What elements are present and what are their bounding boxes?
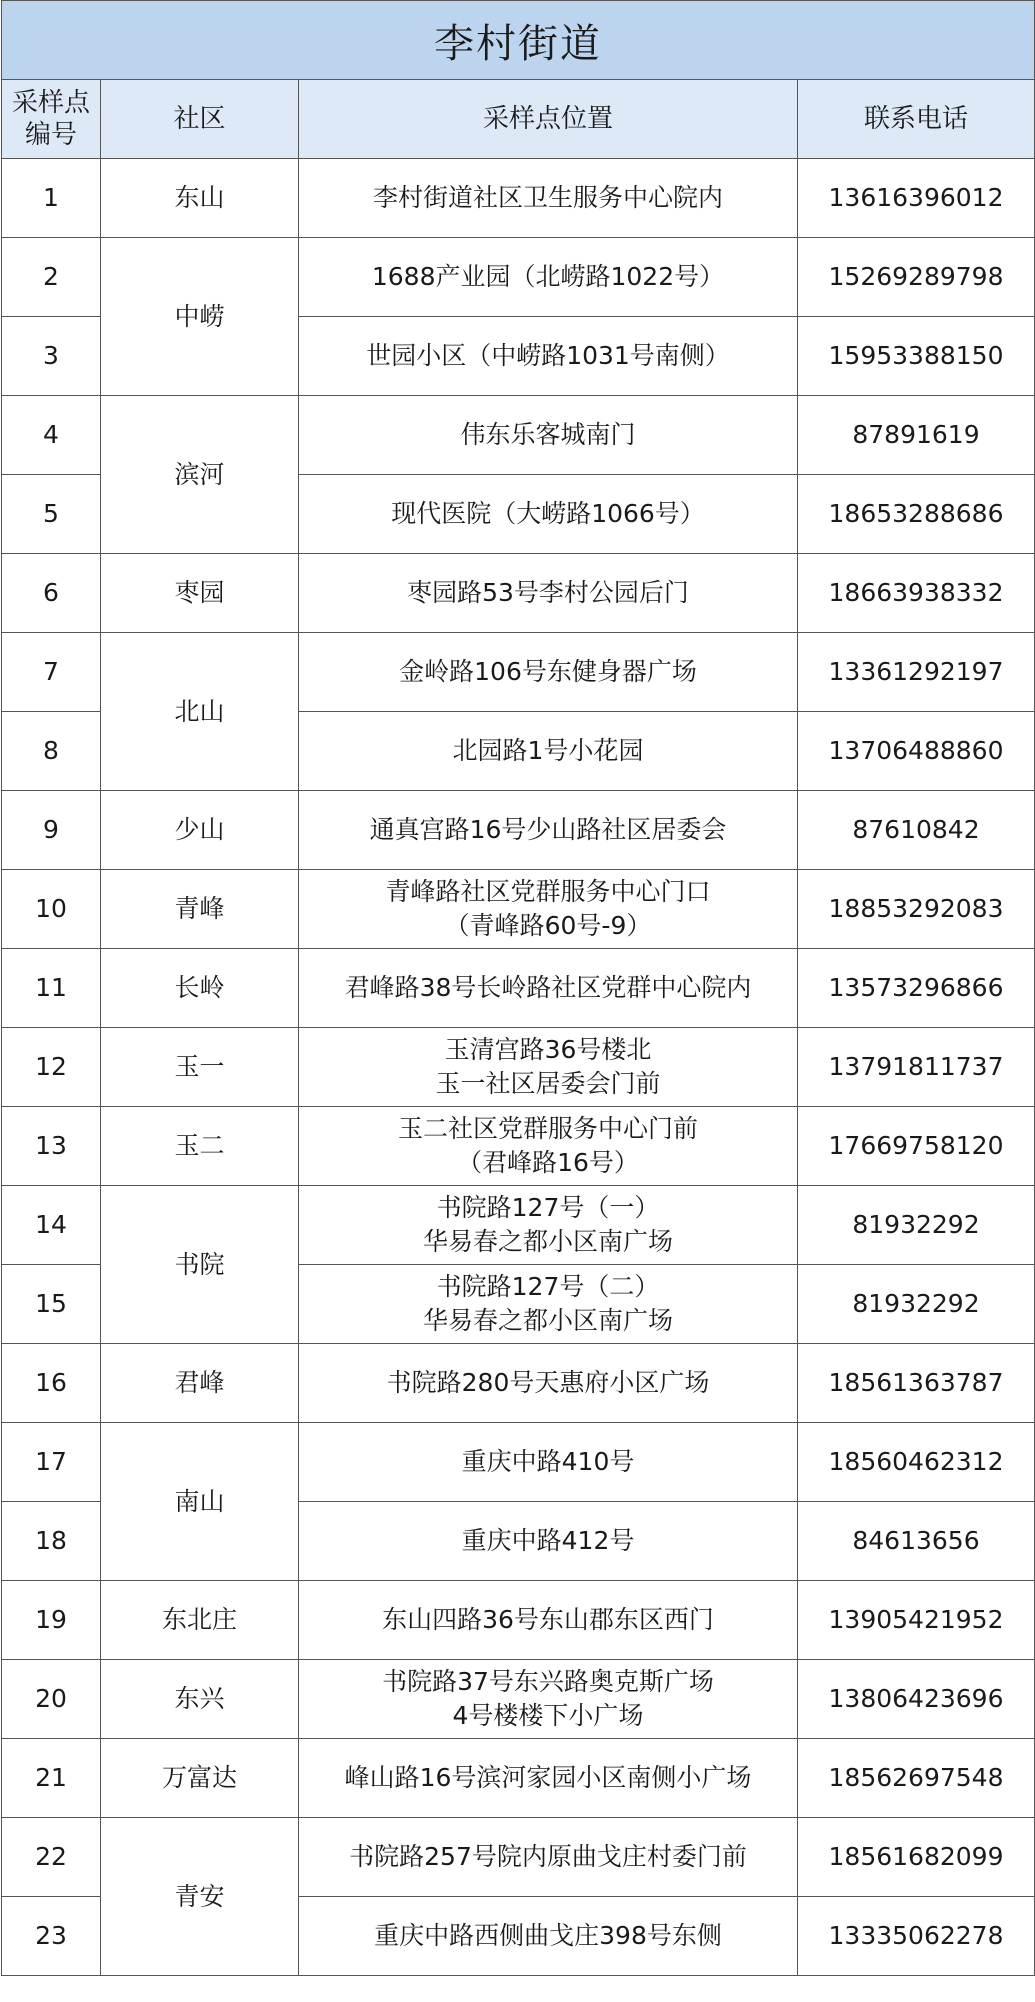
cell-location: 现代医院（大崂路1066号）: [299, 475, 798, 554]
cell-phone: 18663938332: [798, 554, 1035, 633]
cell-location: 书院路127号（一） 华易春之都小区南广场: [299, 1186, 798, 1265]
cell-phone: 15953388150: [798, 317, 1035, 396]
table-row: [2, 633, 1035, 712]
cell-community: 南山: [101, 1423, 299, 1581]
table-row: [2, 1581, 1035, 1660]
cell-number: 9: [2, 791, 101, 870]
table-row: [2, 1186, 1035, 1265]
cell-number: 2: [2, 238, 101, 317]
table-row: [2, 1818, 1035, 1897]
cell-phone: 18561682099: [798, 1818, 1035, 1897]
cell-phone: 15269289798: [798, 238, 1035, 317]
cell-community: 书院: [101, 1186, 299, 1344]
header-number: 采样点 编号: [2, 80, 101, 159]
cell-phone: 81932292: [798, 1186, 1035, 1265]
cell-location: 1688产业园（北崂路1022号）: [299, 238, 798, 317]
cell-phone: 13706488860: [798, 712, 1035, 791]
cell-location: 东山四路36号东山郡东区西门: [299, 1581, 798, 1660]
cell-number: 20: [2, 1660, 101, 1739]
table-row: [2, 949, 1035, 1028]
cell-community: 青安: [101, 1818, 299, 1976]
cell-community: 枣园: [101, 554, 299, 633]
table-row: [2, 1107, 1035, 1186]
cell-phone: 13573296866: [798, 949, 1035, 1028]
table-row: [2, 870, 1035, 949]
cell-community: 青峰: [101, 870, 299, 949]
cell-phone: 18853292083: [798, 870, 1035, 949]
cell-phone: 18561363787: [798, 1344, 1035, 1423]
cell-number: 18: [2, 1502, 101, 1581]
cell-number: 17: [2, 1423, 101, 1502]
cell-number: 15: [2, 1265, 101, 1344]
cell-location: 书院路257号院内原曲戈庄村委门前: [299, 1818, 798, 1897]
cell-location: 书院路37号东兴路奥克斯广场 4号楼楼下小广场: [299, 1660, 798, 1739]
cell-community: 东北庄: [101, 1581, 299, 1660]
cell-location: 金岭路106号东健身器广场: [299, 633, 798, 712]
cell-phone: 81932292: [798, 1265, 1035, 1344]
cell-location: 重庆中路412号: [299, 1502, 798, 1581]
header-location: 采样点位置: [299, 80, 798, 159]
cell-community: 玉二: [101, 1107, 299, 1186]
cell-community: 东山: [101, 159, 299, 238]
cell-number: 23: [2, 1897, 101, 1976]
cell-community: 君峰: [101, 1344, 299, 1423]
sampling-points-table: [1, 0, 1035, 1976]
cell-phone: 13806423696: [798, 1660, 1035, 1739]
cell-number: 4: [2, 396, 101, 475]
cell-community: 中崂: [101, 238, 299, 396]
cell-location: 枣园路53号李村公园后门: [299, 554, 798, 633]
table-row: [2, 159, 1035, 238]
cell-community: 玉一: [101, 1028, 299, 1107]
cell-phone: 13791811737: [798, 1028, 1035, 1107]
cell-phone: 13616396012: [798, 159, 1035, 238]
cell-phone: 87891619: [798, 396, 1035, 475]
cell-phone: 18653288686: [798, 475, 1035, 554]
cell-number: 10: [2, 870, 101, 949]
header-row: [2, 80, 1035, 159]
cell-community: 万富达: [101, 1739, 299, 1818]
cell-community: 少山: [101, 791, 299, 870]
cell-number: 8: [2, 712, 101, 791]
cell-location: 北园路1号小花园: [299, 712, 798, 791]
cell-number: 6: [2, 554, 101, 633]
cell-phone: 13905421952: [798, 1581, 1035, 1660]
cell-number: 11: [2, 949, 101, 1028]
cell-location: 玉清宫路36号楼北 玉一社区居委会门前: [299, 1028, 798, 1107]
cell-phone: 18560462312: [798, 1423, 1035, 1502]
cell-number: 13: [2, 1107, 101, 1186]
cell-number: 22: [2, 1818, 101, 1897]
cell-number: 12: [2, 1028, 101, 1107]
cell-number: 21: [2, 1739, 101, 1818]
cell-location: 伟东乐客城南门: [299, 396, 798, 475]
cell-community: 东兴: [101, 1660, 299, 1739]
cell-location: 青峰路社区党群服务中心门口 （青峰路60号-9）: [299, 870, 798, 949]
cell-location: 书院路127号（二） 华易春之都小区南广场: [299, 1265, 798, 1344]
cell-number: 1: [2, 159, 101, 238]
cell-phone: 13335062278: [798, 1897, 1035, 1976]
cell-location: 君峰路38号长岭路社区党群中心院内: [299, 949, 798, 1028]
cell-location: 峰山路16号滨河家园小区南侧小广场: [299, 1739, 798, 1818]
cell-community: 北山: [101, 633, 299, 791]
table-row: [2, 396, 1035, 475]
cell-number: 3: [2, 317, 101, 396]
table-row: [2, 1423, 1035, 1502]
cell-phone: 13361292197: [798, 633, 1035, 712]
cell-location: 李村街道社区卫生服务中心院内: [299, 159, 798, 238]
cell-phone: 17669758120: [798, 1107, 1035, 1186]
cell-number: 5: [2, 475, 101, 554]
table-body: [2, 159, 1035, 1976]
header-community: 社区: [101, 80, 299, 159]
table-title: 李村街道: [2, 1, 1035, 80]
cell-location: 通真宫路16号少山路社区居委会: [299, 791, 798, 870]
table-row: [2, 1344, 1035, 1423]
cell-number: 7: [2, 633, 101, 712]
cell-location: 书院路280号天惠府小区广场: [299, 1344, 798, 1423]
cell-location: 世园小区（中崂路1031号南侧）: [299, 317, 798, 396]
cell-location: 重庆中路西侧曲戈庄398号东侧: [299, 1897, 798, 1976]
table-row: [2, 1660, 1035, 1739]
cell-phone: 87610842: [798, 791, 1035, 870]
cell-location: 玉二社区党群服务中心门前 （君峰路16号）: [299, 1107, 798, 1186]
table-row: [2, 1739, 1035, 1818]
cell-phone: 18562697548: [798, 1739, 1035, 1818]
table-row: [2, 554, 1035, 633]
cell-number: 14: [2, 1186, 101, 1265]
cell-number: 19: [2, 1581, 101, 1660]
header-phone: 联系电话: [798, 80, 1035, 159]
cell-community: 滨河: [101, 396, 299, 554]
cell-phone: 84613656: [798, 1502, 1035, 1581]
table-row: [2, 238, 1035, 317]
cell-number: 16: [2, 1344, 101, 1423]
table-row: [2, 1028, 1035, 1107]
title-row: [2, 1, 1035, 80]
cell-community: 长岭: [101, 949, 299, 1028]
cell-location: 重庆中路410号: [299, 1423, 798, 1502]
table-row: [2, 791, 1035, 870]
